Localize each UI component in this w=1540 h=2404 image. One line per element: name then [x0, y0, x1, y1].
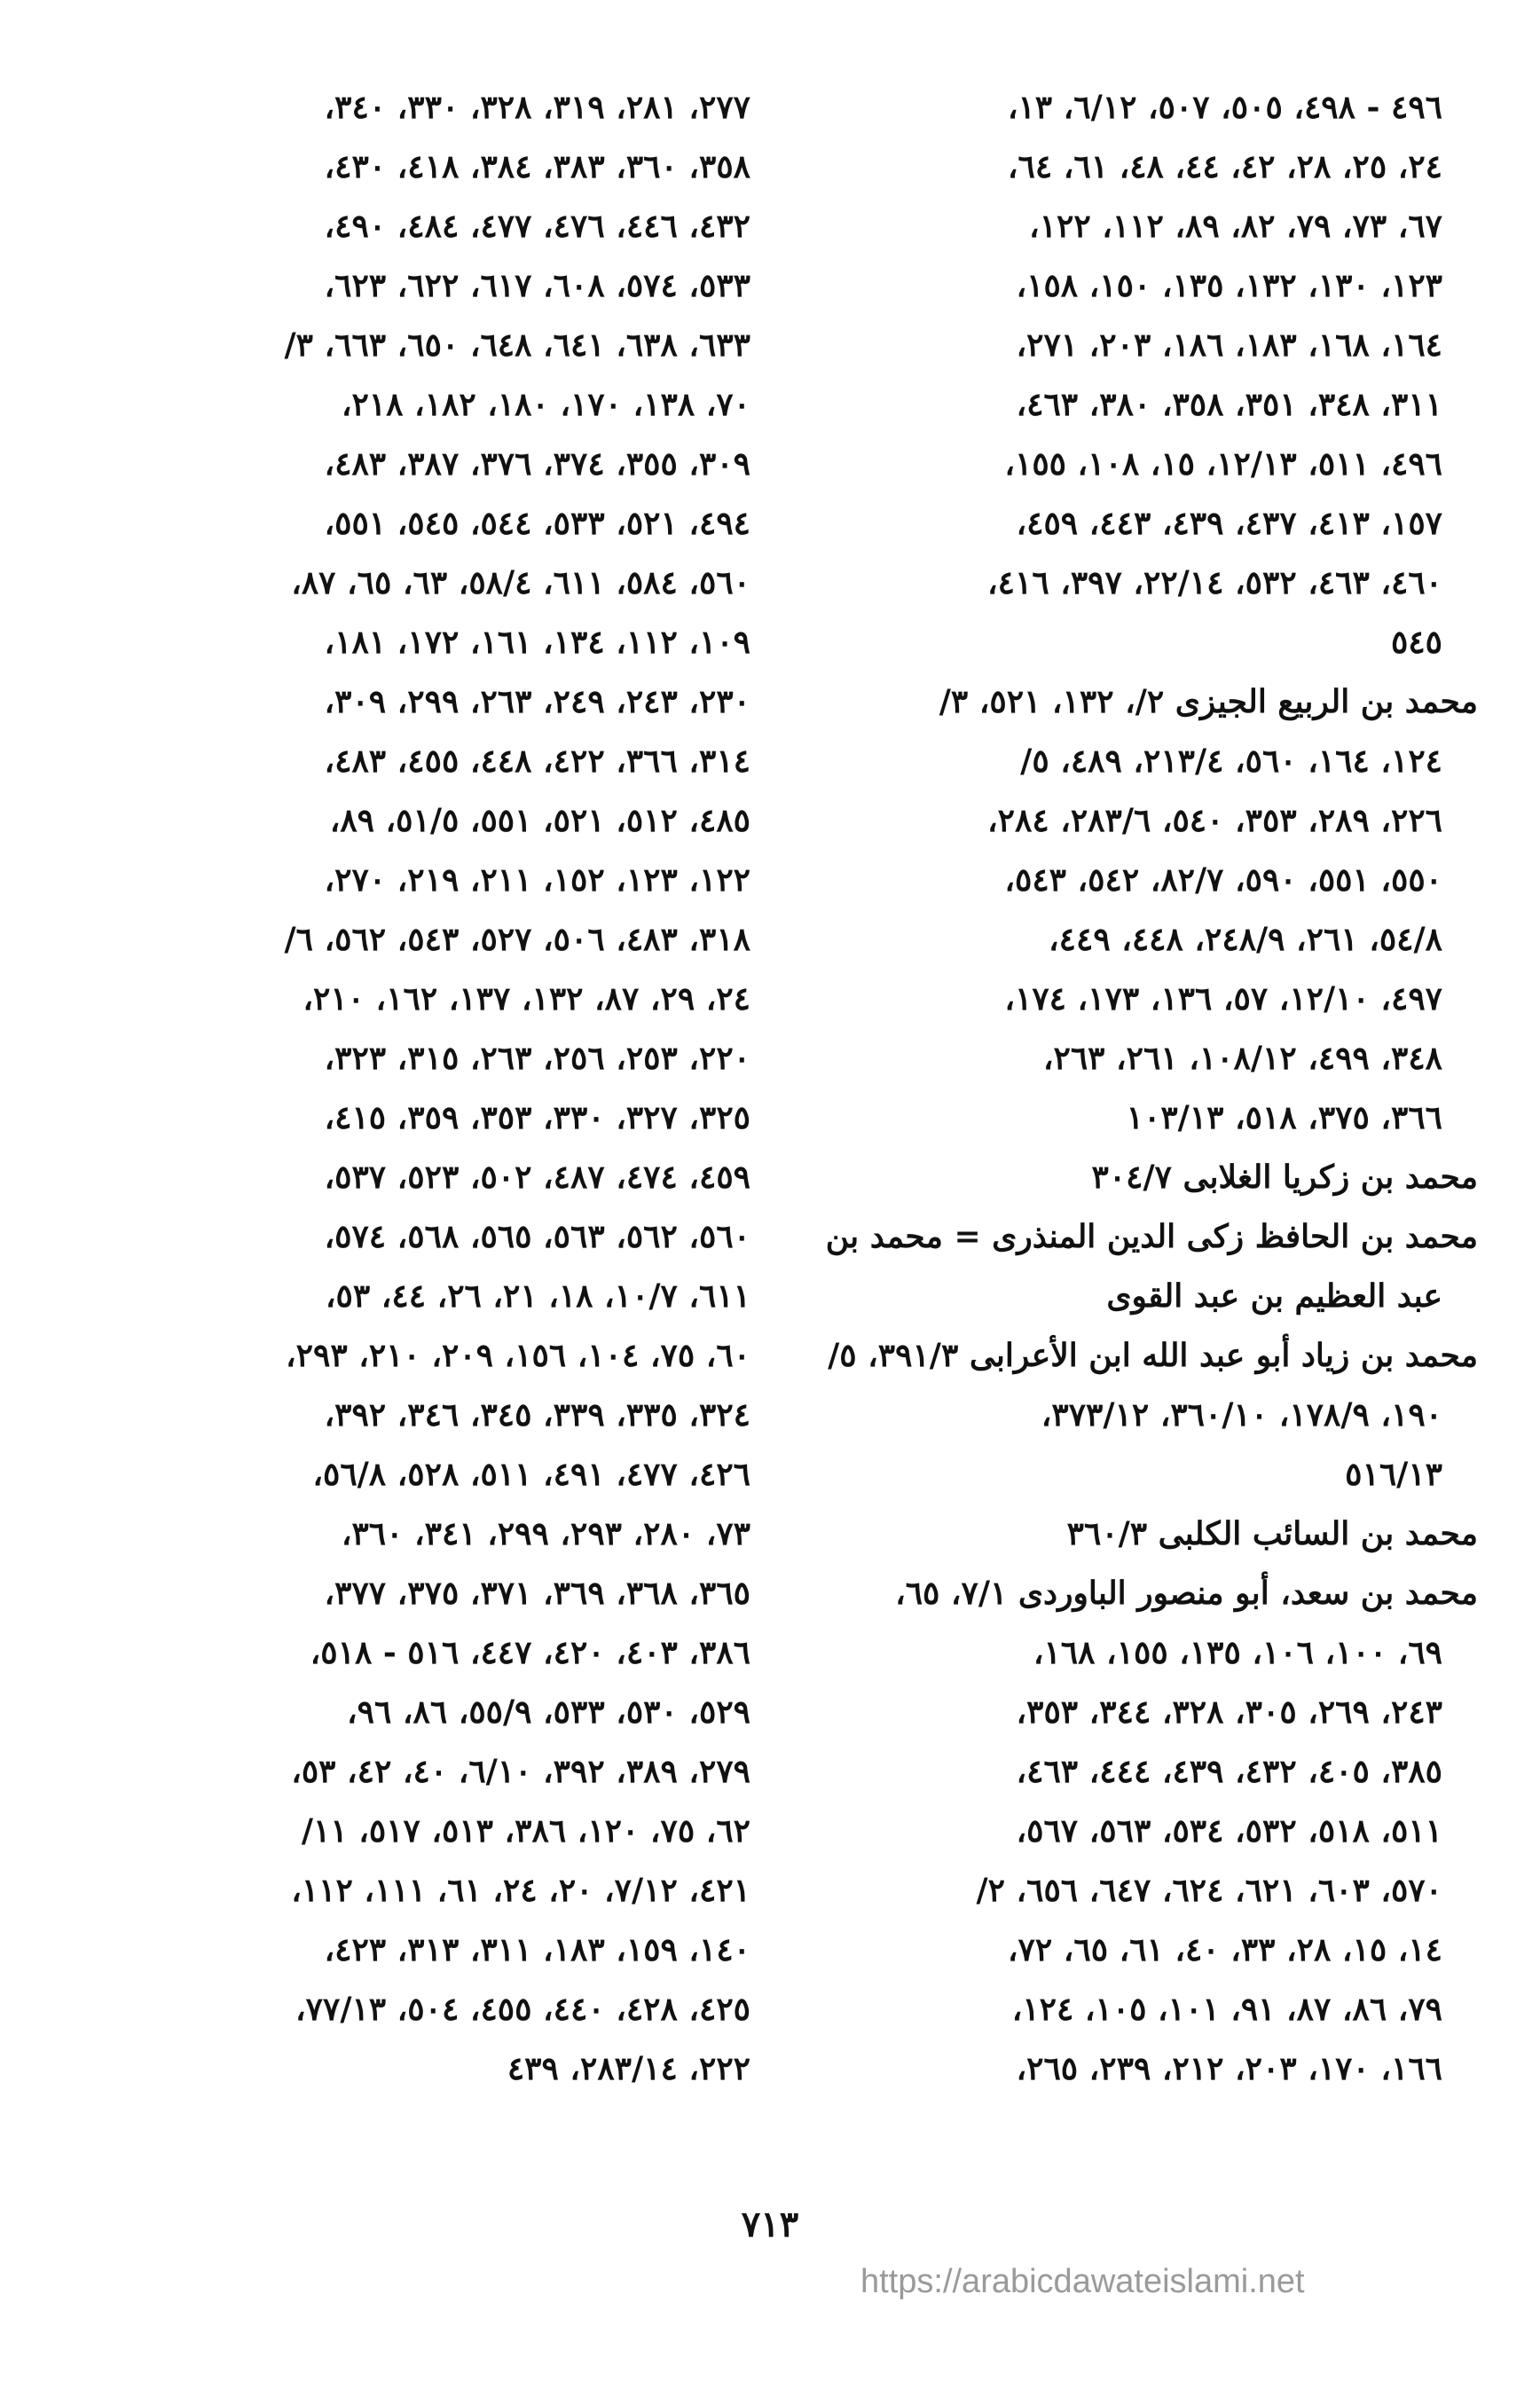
index-entry-line: ٤٢١، ٧/١٢، ٢٠، ٢٤، ٦١، ١١١، ١١٢، [291, 1872, 750, 1909]
index-entry-line: ٤٩٧، ١٢/١٠، ٥٧، ١٣٦، ١٧٣، ١٧٤، [1004, 980, 1442, 1017]
index-entry-line: ٢٢٢، ٢٨٣/١٤، ٤٣٩ [507, 2050, 750, 2087]
index-entry-line: ٥٢٩، ٥٣٠، ٥٣٣، ٥٥/٩، ٨٦، ٩٦، [347, 1693, 750, 1731]
index-entry-heading: محمد بن زياد أبو عبد الله ابن الأعرابى ٣٩١/٣، ٥/ [828, 1337, 1478, 1374]
index-entry-line: ١٤، ١٥، ٢٨، ٣٣، ٤٠، ٦١، ٦٥، ٧٢، [1007, 1931, 1442, 1968]
index-entry-line: ٥٧٠، ٦٠٣، ٦٢١، ٦٢٤، ٦٤٧، ٦٥٦، ٢/ [976, 1872, 1442, 1909]
index-entry-line: ٣٠٩، ٣٥٥، ٣٧٤، ٣٧٦، ٣٨٧، ٤٨٣، [324, 445, 750, 483]
index-entry-line: ٧٩، ٨٦، ٨٧، ٩١، ١٠١، ١٠٥، ١٢٤، [1011, 1991, 1442, 2028]
index-entry-line: ٢٤٣، ٢٦٩، ٣٠٥، ٣٢٨، ٣٤٤، ٣٥٣، [1016, 1693, 1442, 1731]
index-entry-line: ٥٥٠، ٥٥١، ٥٩٠، ٨٢/٧، ٥٤٢، ٥٤٣، [1004, 861, 1442, 899]
index-entry-line: ٣٢٤، ٣٣٥، ٣٣٩، ٣٤٥، ٣٤٦، ٣٩٢، [324, 1396, 750, 1434]
index-column-left [116, 78, 750, 2099]
index-entry-line: ١٢٢، ١٢٣، ١٥٢، ٢١١، ٢١٩، ٢٧٠، [324, 861, 750, 899]
index-entry-line: ٤٨٥، ٥١٢، ٥٢١، ٥٥١، ٥١/٥، ٨٩، [329, 802, 750, 839]
index-entry-line: ٥٦٠، ٥٨٤، ٦١١، ٥٨/٤، ٦٣، ٦٥، ٨٧، [291, 564, 750, 601]
index-column-right [825, 78, 1478, 2099]
index-entry-line: ١٢٤، ١٦٤، ٥٦٠، ٢١٣/٤، ٤٨٩، ٥/ [1020, 742, 1442, 780]
index-entry-line: عبد العظيم بن عبد القوى [1106, 1277, 1442, 1315]
index-entry-line: ١٦٦، ١٧٠، ٢٠٣، ٢١٢، ٢٣٩، ٢٦٥، [1016, 2050, 1442, 2087]
index-entry-line: ٣٨٦، ٤٠٣، ٤٢٠، ٤٤٧، ٥١٦ - ٥١٨، [310, 1634, 750, 1671]
index-entry-line: ٣٦٥، ٣٦٨، ٣٦٩، ٣٧١، ٣٧٥، ٣٧٧، [324, 1575, 750, 1612]
watermark-url: https://arabicdawateislami.net [860, 2263, 1305, 2300]
index-entry-line: ٤٣٢، ٤٤٦، ٤٧٦، ٤٧٧، ٤٨٤، ٤٩٠، [324, 208, 750, 245]
index-entry-line: ٢٤، ٢٩، ٨٧، ١٣٢، ١٣٧، ١٦٢، ٢١٠، [302, 980, 750, 1017]
index-entry-line: ٥٤/٨، ٢٦١، ٢٤٨/٩، ٤٤٨، ٤٤٩، [1049, 921, 1442, 958]
index-entry-line: ٧٣، ٢٨٠، ٢٩٣، ٢٩٩، ٣٤١، ٣٦٠، [341, 1515, 750, 1552]
page-number: ٧١٣ [741, 2204, 799, 2245]
index-entry-line: ٤٩٤، ٥٢١، ٥٣٣، ٥٤٤، ٥٤٥، ٥٥١، [324, 505, 750, 542]
index-entry-line: ٣١١، ٣٤٨، ٣٥١، ٣٥٨، ٣٨٠، ٤٦٣، [1016, 386, 1442, 423]
index-entry-line: ٣٤٨، ٤٩٩، ١٠٨/١٢، ٢٦١، ٢٦٣، [1042, 1040, 1442, 1077]
index-entry-line: ٢٧٧، ٢٨١، ٣١٩، ٣٢٨، ٣٣٠، ٣٤٠، [324, 89, 750, 126]
index-entry-line: ٥٤٥ [1390, 624, 1442, 661]
index-entry-line: ١٢٣، ١٣٠، ١٣٢، ١٣٥، ١٥٠، ١٥٨، [1016, 267, 1442, 304]
index-entry-heading: محمد بن زكريا الغلابى ٣٠٤/٧ [1091, 1159, 1478, 1196]
index-entry-line: ٦١١، ١٠/٧، ١٨، ٢١، ٢٦، ٤٤، ٥٣، [325, 1277, 750, 1315]
index-entry-line: ٣١٤، ٣٦٦، ٤٢٢، ٤٤٨، ٤٥٥، ٤٨٣، [324, 742, 750, 780]
index-entry-line: ٣٦٦، ٣٧٥، ٥١٨، ١٠٣/١٣ [1126, 1099, 1442, 1136]
index-entry-line: ٤٩٦ - ٤٩٨، ٥٠٥، ٥٠٧، ٦/١٢، ١٣، [1007, 89, 1442, 126]
index-entry-line: ٣٨٥، ٤٠٥، ٤٣٢، ٤٣٩، ٤٤٤، ٤٦٣، [1016, 1753, 1442, 1790]
index-entry-line: ٧٠، ١٣٨، ١٧٠، ١٨٠، ١٨٢، ٢١٨، [341, 386, 750, 423]
index-entry-line: ٥١٦/١٣ [1345, 1456, 1442, 1493]
index-entry-line: ١٥٧، ٤١٣، ٤٣٧، ٤٣٩، ٤٤٣، ٤٥٩، [1016, 505, 1442, 542]
index-entry-line: ٥٦٠، ٥٦٢، ٥٦٣، ٥٦٥، ٥٦٨، ٥٧٤، [324, 1218, 750, 1255]
index-entry-line: ٣٢٥، ٣٢٧، ٣٣٠، ٣٥٣، ٣٥٩، ٤١٥، [324, 1099, 750, 1136]
index-entry-heading: محمد بن سعد، أبو منصور الباوردى ٧/١، ٦٥، [895, 1575, 1478, 1612]
index-entry-line: ٤٢٥، ٤٢٨، ٤٤٠، ٤٥٥، ٥٠٤، ٧٧/١٣، [295, 1991, 750, 2028]
index-entry-line: ١٤٠، ١٥٩، ١٨٣، ٣١١، ٣١٣، ٤٢٣، [324, 1931, 750, 1968]
index-entry-line: ٢٧٩، ٣٨٩، ٣٩٢، ٦/١٠، ٤٠، ٤٢، ٥٣، [291, 1753, 750, 1790]
index-entry-line: ٢٢٦، ٢٨٩، ٣٥٣، ٥٤٠، ٢٨٣/٦، ٢٨٤، [987, 802, 1442, 839]
index-entry-heading: محمد بن الحافظ زكى الدين المنذرى = محمد بن [825, 1218, 1478, 1255]
index-entry-line: ٤٢٦، ٤٧٧، ٤٩١، ٥١١، ٥٢٨، ٥٦/٨، [312, 1456, 750, 1493]
index-entry-line: ٦٠، ٧٥، ١٠٤، ١٥٦، ٢٠٩، ٢١٠، ٢٩٣، [286, 1337, 750, 1374]
index-entry-line: ٥١١، ٥١٨، ٥٣٢، ٥٣٤، ٥٦٣، ٥٦٧، [1016, 1812, 1442, 1850]
index-entry-line: ٣٥٨، ٣٦٠، ٣٨٣، ٣٨٤، ٤١٨، ٤٣٠، [324, 148, 750, 185]
index-entry-line: ٢٢٠، ٢٥٣، ٢٥٦، ٢٦٣، ٣١٥، ٣٢٣، [324, 1040, 750, 1077]
index-entry-line: ٤٦٠، ٤٦٣، ٥٣٢، ٢٢/١٤، ٣٩٧، ٤١٦، [987, 564, 1442, 601]
index-entry-heading: محمد بن السائب الكلبى ٣٦٠/٣ [1066, 1515, 1478, 1552]
index-entry-line: ٢٣٠، ٢٤٣، ٢٤٩، ٢٦٣، ٢٩٩، ٣٠٩، [324, 683, 750, 720]
index-entry-line: ١٩٠، ١٧٨/٩، ٣٦٠/١٠، ٣٧٣/١٢، [1041, 1396, 1442, 1434]
index-entry-line: ١٠٩، ١١٢، ١٣٤، ١٦١، ١٧٢، ١٨١، [324, 624, 750, 661]
index-entry-line: ٦٧، ٧٣، ٧٩، ٨٢، ٨٩، ١١٢، ١٢٢، [1029, 208, 1442, 245]
index-entry-line: ٤٩٦، ٥١١، ١٢/١٣، ١٥، ١٠٨، ١٥٥، [1004, 445, 1442, 483]
index-entry-line: ٤٥٩، ٤٧٤، ٤٨٧، ٥٠٢، ٥٢٣، ٥٣٧، [324, 1159, 750, 1196]
index-entry-line: ٦٣٣، ٦٣٨، ٦٤١، ٦٤٨، ٦٥٠، ٦٦٣، ٣/ [284, 326, 750, 364]
index-entry-line: ٣١٨، ٤٨٣، ٥٠٦، ٥٢٧، ٥٤٣، ٥٦٢، ٦/ [284, 921, 750, 958]
index-entry-line: ٥٣٣، ٥٧٤، ٦٠٨، ٦١٧، ٦٢٢، ٦٢٣، [324, 267, 750, 304]
index-entry-line: ١٦٤، ١٦٨، ١٨٣، ١٨٦، ٢٠٣، ٢٧١، [1016, 326, 1442, 364]
index-entry-line: ٦٢، ٧٥، ١٢٠، ٣٨٦، ٥١٣، ٥١٧، ١١/ [301, 1812, 750, 1850]
index-entry-line: ٦٩، ١٠٠، ١٠٦، ١٣٥، ١٥٥، ١٦٨، [1033, 1634, 1442, 1671]
index-entry-line: ٢٤، ٢٥، ٢٨، ٤٢، ٤٤، ٤٨، ٦١، ٦٤، [1007, 148, 1442, 185]
index-entry-heading: محمد بن الربيع الجيزى ٢/، ١٣٢، ٥٢١، ٣/ [939, 683, 1478, 720]
